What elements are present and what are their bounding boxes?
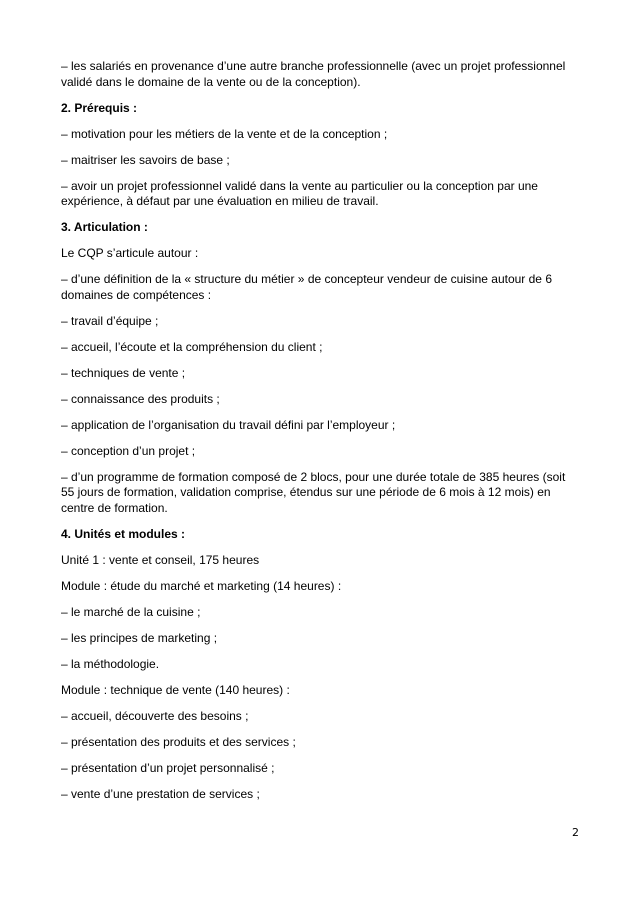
document-body bbox=[61, 59, 581, 813]
list-item: – motivation pour les métiers de la vente et de la conception ; bbox=[61, 126, 388, 141]
paragraph: Unité 1 : vente et conseil, 175 heures bbox=[61, 552, 260, 567]
paragraph: – les salariés en provenance d’une autre branche professionnelle (avec un projet professionnel validé dans le domaine de la vente ou de la conception). bbox=[61, 59, 566, 89]
list-item: – le marché de la cuisine ; bbox=[61, 604, 201, 619]
list-item: – accueil, l’écoute et la compréhension du client ; bbox=[61, 339, 323, 354]
paragraph: Module : étude du marché et marketing (14 heures) : bbox=[61, 578, 342, 593]
list-item: – techniques de vente ; bbox=[61, 365, 186, 380]
list-item: – accueil, découverte des besoins ; bbox=[61, 708, 249, 723]
paragraph: Module : technique de vente (140 heures) : bbox=[61, 682, 290, 697]
list-item: – connaissance des produits ; bbox=[61, 391, 220, 406]
list-item: – d’une définition de la « structure du métier » de concepteur vendeur de cuisine autour de 6 domaines de compétences : bbox=[61, 272, 552, 302]
section-heading: 3. Articulation : bbox=[61, 220, 148, 234]
paragraph: Le CQP s’articule autour : bbox=[61, 246, 199, 260]
list-item: – présentation d’un projet personnalisé ; bbox=[61, 760, 275, 775]
list-item: – d’un programme de formation composé de 2 blocs, pour une durée totale de 385 heures (soit 55 jours de formation, validation comprise, étendus sur une période de 6 mois à 12 mois) en centre de formation. bbox=[61, 469, 566, 515]
list-item: – conception d’un projet ; bbox=[61, 443, 196, 458]
list-item: – maitriser les savoirs de base ; bbox=[61, 152, 230, 167]
list-item: – application de l’organisation du travail défini par l’employeur ; bbox=[61, 417, 396, 432]
page-number: 2 bbox=[572, 826, 579, 839]
list-item: – la méthodologie. bbox=[61, 656, 160, 671]
list-item: – présentation des produits et des services ; bbox=[61, 734, 296, 749]
list-item: – avoir un projet professionnel validé dans la vente au particulier ou la conception par une expérience, à défaut par une évaluation en milieu de travail. bbox=[61, 178, 538, 208]
list-item: – travail d’équipe ; bbox=[61, 313, 159, 328]
list-item: – vente d’une prestation de services ; bbox=[61, 786, 260, 801]
section-heading: 2. Prérequis : bbox=[61, 100, 138, 115]
section-heading: 4. Unités et modules : bbox=[61, 526, 186, 541]
list-item: – les principes de marketing ; bbox=[61, 630, 218, 645]
